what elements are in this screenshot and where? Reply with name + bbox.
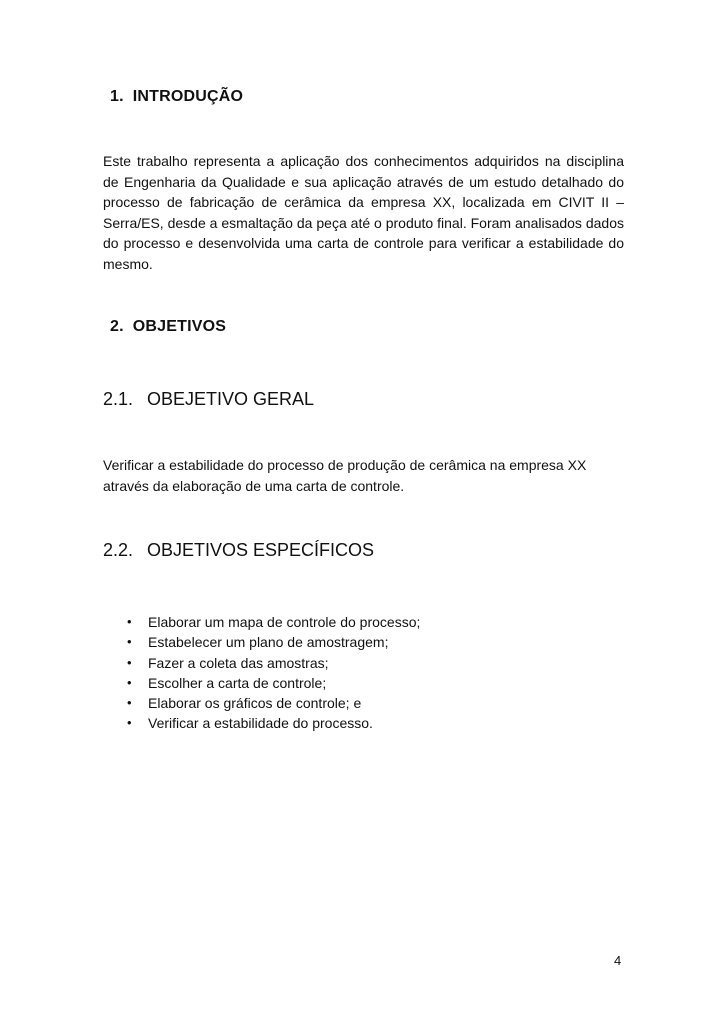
general-objective-paragraph: Verificar a estabilidade do processo de produção de cerâmica na empresa XX através da elaboração de uma carta de controle. [103, 457, 587, 494]
list-item-text: Elaborar um mapa de controle do processo; [148, 614, 421, 630]
list-item [103, 653, 624, 673]
bullet-icon: • [127, 654, 132, 670]
list-item-text: Verificar a estabilidade do processo. [148, 715, 373, 732]
heading-introduction [110, 88, 243, 106]
list-item [103, 693, 624, 713]
subheading-specific-objectives [103, 540, 374, 561]
list-item [103, 673, 624, 693]
bullet-icon: • [127, 634, 132, 650]
list-item [103, 632, 624, 652]
heading-title: OBJETIVOS [132, 318, 227, 335]
list-item-text: Elaborar os gráficos de controle; e [148, 695, 362, 712]
subheading-number: 2.2. [103, 540, 134, 560]
bullet-icon: • [127, 695, 132, 711]
heading-number: 1. [110, 88, 124, 105]
introduction-paragraph: Este trabalho representa a aplicação dos conhecimentos adquiridos na disciplina de Engenharia da Qualidade e sua aplicação através de um estudo detalhado do processo de fabricação de cerâmica da empresa XX, localizada em CIVIT II – Serra/ES, desde a esmaltação da peça até o produto final. Foram analisados dados do processo e desenvolvida uma carta de controle para verificar a estabilidade do mesmo. [103, 153, 624, 272]
bullet-icon: • [127, 715, 132, 731]
subheading-number: 2.1. [103, 389, 134, 409]
bullet-icon: • [127, 674, 132, 690]
list-item [103, 713, 624, 733]
subheading-title: OBEJETIVO GERAL [147, 389, 315, 409]
subheading-general-objective [103, 389, 314, 410]
list-item-text: Estabelecer um plano de amostragem; [148, 634, 389, 651]
heading-number: 2. [110, 318, 124, 335]
list-item-text: Fazer a coleta das amostras; [148, 654, 329, 671]
heading-title: INTRODUÇÃO [132, 88, 244, 105]
list-item [103, 612, 624, 632]
subheading-title: OBJETIVOS ESPECÍFICOS [147, 540, 375, 560]
bullet-icon: • [127, 614, 132, 629]
list-item-text: Escolher a carta de controle; [148, 674, 327, 691]
heading-objectives [110, 318, 226, 336]
specific-objectives-list [103, 612, 624, 734]
page-number: 4 [614, 953, 622, 968]
